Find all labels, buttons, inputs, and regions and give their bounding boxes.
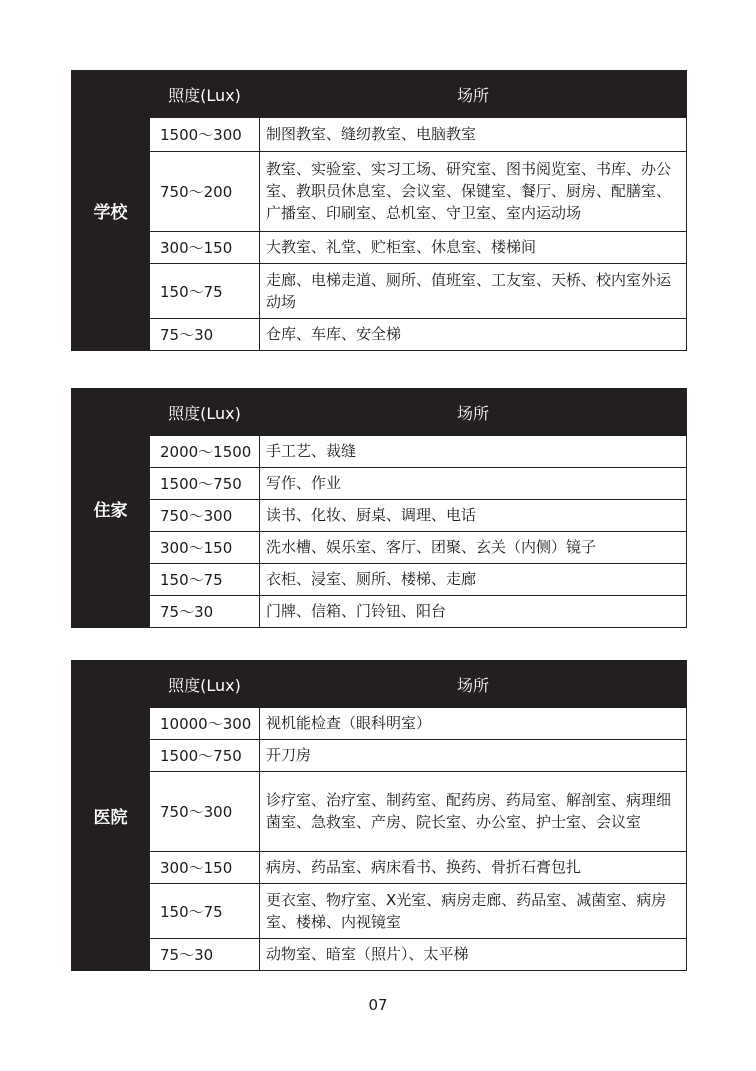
place-list: 走廊、电梯走道、厕所、值班室、工友室、天桥、校内室外运动场 [260,264,687,319]
category-label: 住家 [72,389,150,628]
table-row [72,884,687,939]
table-row [72,468,687,500]
lux-range: 750～200 [150,152,260,232]
lux-range: 150～75 [150,264,260,319]
place-list: 仓库、车库、安全梯 [260,319,687,351]
lux-range: 150～75 [150,564,260,596]
table-row [72,564,687,596]
table-row [72,152,687,232]
table-row [72,436,687,468]
place-list: 读书、化妆、厨桌、调理、电话 [260,500,687,532]
table-row [72,532,687,564]
place-list: 病房、药品室、病床看书、换药、骨折石膏包扎 [260,852,687,884]
place-column-header: 场所 [260,661,687,708]
lux-column-header: 照度(Lux) [150,71,260,118]
lux-range: 300～150 [150,852,260,884]
table-row [72,500,687,532]
lux-range: 150～75 [150,884,260,939]
table-row [72,596,687,628]
lux-range: 300～150 [150,532,260,564]
place-list: 写作、作业 [260,468,687,500]
lux-range: 75～30 [150,596,260,628]
place-list: 更衣室、物疗室、X光室、病房走廊、药品室、减菌室、病房室、楼梯、内视镜室 [260,884,687,939]
lux-range: 750～300 [150,500,260,532]
place-list: 开刀房 [260,740,687,772]
table-row [72,232,687,264]
home-lux-table [71,388,687,628]
lux-range: 750～300 [150,772,260,852]
place-column-header: 场所 [260,389,687,436]
table-row [72,852,687,884]
category-label: 医院 [72,661,150,971]
lux-range: 2000～1500 [150,436,260,468]
table-row [72,772,687,852]
lux-range: 300～150 [150,232,260,264]
table-row [72,740,687,772]
place-list: 洗水槽、娱乐室、客厅、团聚、玄关（内侧）镜子 [260,532,687,564]
lux-range: 1500～300 [150,118,260,152]
table-row [72,708,687,740]
table-header-row [72,661,687,708]
place-list: 教室、实验室、实习工场、研究室、图书阅览室、书库、办公室、教职员休息室、会议室、保键室、餐厅、厨房、配膳室、广播室、印刷室、总机室、守卫室、室内运动场 [260,152,687,232]
table-row [72,939,687,971]
table-row [72,118,687,152]
table-header-row [72,389,687,436]
place-list: 衣柜、浸室、厕所、楼梯、走廊 [260,564,687,596]
place-list: 手工艺、裁缝 [260,436,687,468]
page-number: 07 [368,996,388,1014]
lux-range: 75～30 [150,939,260,971]
lux-range: 10000～300 [150,708,260,740]
place-list: 门牌、信箱、门铃钮、阳台 [260,596,687,628]
lux-range: 75～30 [150,319,260,351]
table-row [72,319,687,351]
place-column-header: 场所 [260,71,687,118]
lux-column-header: 照度(Lux) [150,389,260,436]
table-row [72,264,687,319]
place-list: 制图教室、缝纫教室、电脑教室 [260,118,687,152]
place-list: 大教室、礼堂、贮柜室、休息室、楼梯间 [260,232,687,264]
place-list: 诊疗室、治疗室、制药室、配药房、药局室、解剖室、病理细菌室、急救室、产房、院长室、办公室、护士室、会议室 [260,772,687,852]
place-list: 动物室、暗室（照片）、太平梯 [260,939,687,971]
table-header-row [72,71,687,118]
place-list: 视机能检查（眼科明室） [260,708,687,740]
school-lux-table [71,70,687,351]
lux-range: 1500～750 [150,468,260,500]
lux-column-header: 照度(Lux) [150,661,260,708]
lux-range: 1500～750 [150,740,260,772]
category-label: 学校 [72,71,150,351]
hospital-lux-table [71,660,687,971]
